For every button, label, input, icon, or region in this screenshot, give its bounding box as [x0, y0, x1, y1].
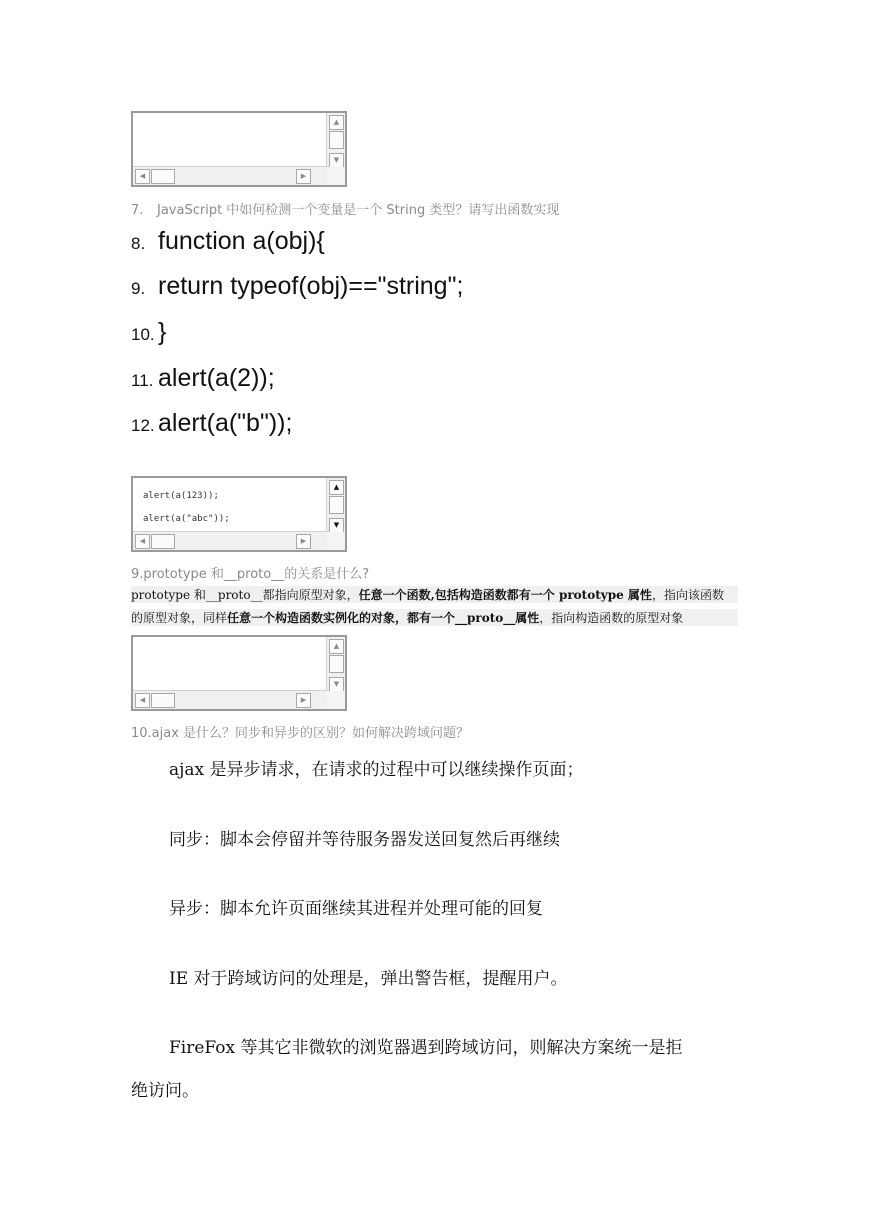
answer-9-line-1 — [131, 586, 738, 603]
textarea-box-1[interactable] — [131, 111, 347, 187]
scroll-corner — [327, 691, 345, 709]
paragraph: FireFox 等其它非微软的浏览器遇到跨域访问，则解决方案统一是拒 — [169, 1038, 683, 1058]
scroll-thumb[interactable] — [329, 131, 344, 149]
scroll-corner — [327, 167, 345, 185]
paragraph: 异步：脚本允许页面继续其进程并处理可能的回复 — [169, 899, 543, 919]
line-number: 10. — [131, 325, 155, 344]
paragraph: ajax 是异步请求，在请求的过程中可以继续操作页面； — [169, 760, 584, 780]
scroll-up-icon[interactable]: ▲ — [329, 639, 344, 654]
horizontal-scrollbar[interactable] — [133, 531, 329, 550]
scroll-right-icon[interactable]: ▶ — [296, 693, 311, 708]
line-number: 12. — [131, 416, 155, 435]
paragraph: IE 对于跨域访问的处理是，弹出警告框，提醒用户。 — [169, 969, 568, 989]
scroll-down-icon[interactable]: ▼ — [329, 153, 344, 168]
answer-text: 的原型对象，同样 — [131, 611, 228, 625]
question-text: JavaScript 中如何检测一个变量是一个 String 类型？请写出函数实现 — [157, 203, 560, 218]
horizontal-scrollbar[interactable] — [133, 690, 329, 709]
question-number: 7. — [131, 203, 144, 218]
paragraph-continuation: 绝访问。 — [131, 1081, 199, 1101]
paragraph: 同步：脚本会停留并等待服务器发送回复然后再继续 — [169, 830, 560, 850]
scroll-right-icon[interactable]: ▶ — [296, 534, 311, 549]
answer-text: ，指向构造函数的原型对象 — [539, 611, 684, 625]
question-10-title: 10.ajax 是什么？同步和异步的区别？如何解决跨域问题？ — [131, 726, 470, 741]
code-line — [131, 272, 463, 301]
code-text: function a(obj){ — [158, 227, 325, 255]
textarea-box-2[interactable] — [131, 476, 347, 552]
code-text: return typeof(obj)=="string"; — [158, 272, 464, 300]
vertical-scrollbar[interactable] — [326, 637, 345, 693]
line-number: 8. — [131, 234, 146, 253]
code-snippet-line: alert(a("abc")); — [143, 514, 230, 524]
scroll-up-icon[interactable]: ▲ — [329, 480, 344, 495]
code-text: alert(a(2)); — [158, 364, 275, 392]
scroll-thumb-horizontal[interactable] — [151, 693, 175, 708]
horizontal-scrollbar[interactable] — [133, 166, 329, 185]
scroll-down-icon[interactable]: ▼ — [329, 677, 344, 692]
line-number: 9. — [131, 279, 146, 298]
code-text: alert(a("b")); — [158, 409, 293, 437]
answer-9-line-2 — [131, 609, 738, 626]
scroll-thumb-horizontal[interactable] — [151, 534, 175, 549]
code-line — [131, 409, 292, 438]
code-line — [131, 318, 166, 347]
answer-text-bold: 任意一个构造函数实例化的对象，都有一个__proto__属性 — [227, 611, 540, 625]
scroll-corner — [327, 532, 345, 550]
answer-text-bold: 任意一个函数,包括构造函数都有一个 prototype 属性 — [358, 588, 652, 602]
vertical-scrollbar[interactable] — [326, 113, 345, 169]
vertical-scrollbar[interactable] — [326, 478, 345, 534]
scroll-up-icon[interactable]: ▲ — [329, 115, 344, 130]
code-text: } — [158, 318, 167, 346]
question-9-title: 9.prototype 和__proto__的关系是什么? — [131, 567, 370, 582]
scroll-left-icon[interactable]: ◀ — [135, 534, 150, 549]
scroll-right-icon[interactable]: ▶ — [296, 169, 311, 184]
scroll-thumb-horizontal[interactable] — [151, 169, 175, 184]
scroll-left-icon[interactable]: ◀ — [135, 169, 150, 184]
scroll-left-icon[interactable]: ◀ — [135, 693, 150, 708]
scroll-thumb[interactable] — [329, 496, 344, 514]
textarea-box-3[interactable] — [131, 635, 347, 711]
code-snippet-line: alert(a(123)); — [143, 491, 219, 501]
code-line — [131, 227, 325, 256]
answer-text: ，指向该函数 — [651, 588, 724, 602]
line-number: 11. — [131, 371, 154, 390]
scroll-thumb[interactable] — [329, 655, 344, 673]
scroll-down-icon[interactable]: ▼ — [329, 518, 344, 533]
question-7 — [131, 199, 559, 218]
answer-text: prototype 和__proto__都指向原型对象， — [131, 588, 359, 602]
code-line — [131, 364, 275, 393]
